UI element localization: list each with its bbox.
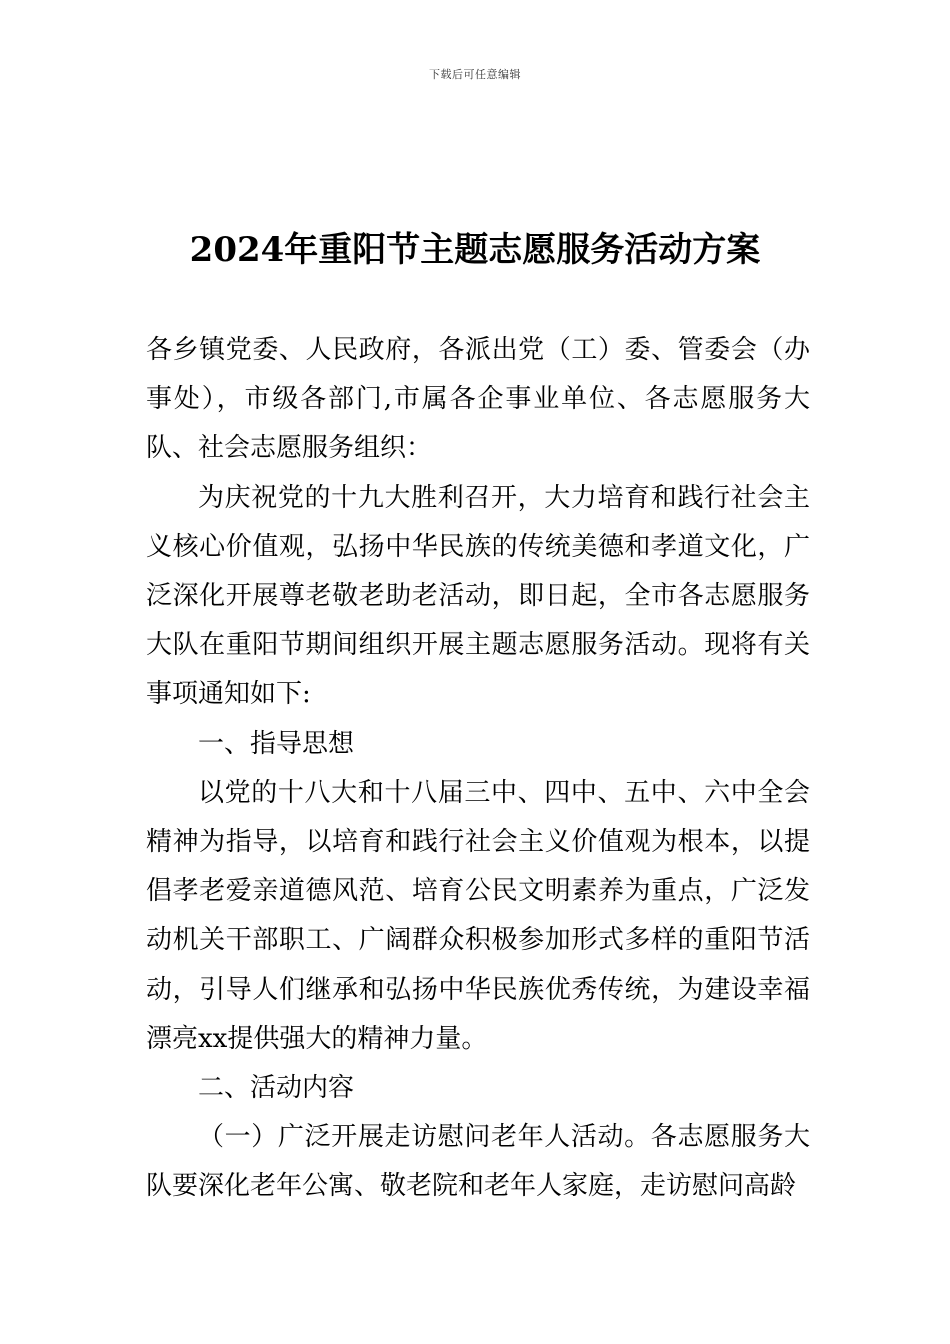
document-title: 2024年重阳节主题志愿服务活动方案: [189, 230, 761, 270]
document-body: [146, 326, 810, 1212]
section-heading-guiding-ideology: 一、指导思想: [198, 728, 355, 759]
header-note: 下载后可任意编辑: [429, 68, 521, 81]
intro-paragraph: 为庆祝党的十九大胜利召开，大力培育和践行社会主义核心价值观，弘扬中华民族的传统美德和孝道文化，广泛深化开展尊老敬老助老活动，即日起，全市各志愿服务大队在重阳节期间组织开展主题志愿服务活动。现将有关事项通知如下:: [146, 482, 810, 710]
guiding-ideology-paragraph: 以党的十八大和十八届三中、四中、五中、六中全会精神为指导，以培育和践行社会主义价值观为根本，以提倡孝老爱亲道德风范、培育公民文明素养为重点，广泛发动机关干部职工、广阔群众积极参加形式多样的重阳节活动，引导人们继承和弘扬中华民族优秀传统，为建设幸福漂亮xx提供强大的精神力量。: [146, 777, 810, 1054]
activity-item-paragraph: （一）广泛开展走访慰问老年人活动。各志愿服务大队要深化老年公寓、敬老院和老年人家庭，走访慰问高龄: [146, 1122, 810, 1202]
section-heading-activity-content: 二、活动内容: [198, 1073, 355, 1104]
addressee-paragraph: 各乡镇党委、人民政府，各派出党（工）委、管委会（办事处），市级各部门,市属各企事业单位、各志愿服务大队、社会志愿服务组织：: [146, 335, 810, 464]
